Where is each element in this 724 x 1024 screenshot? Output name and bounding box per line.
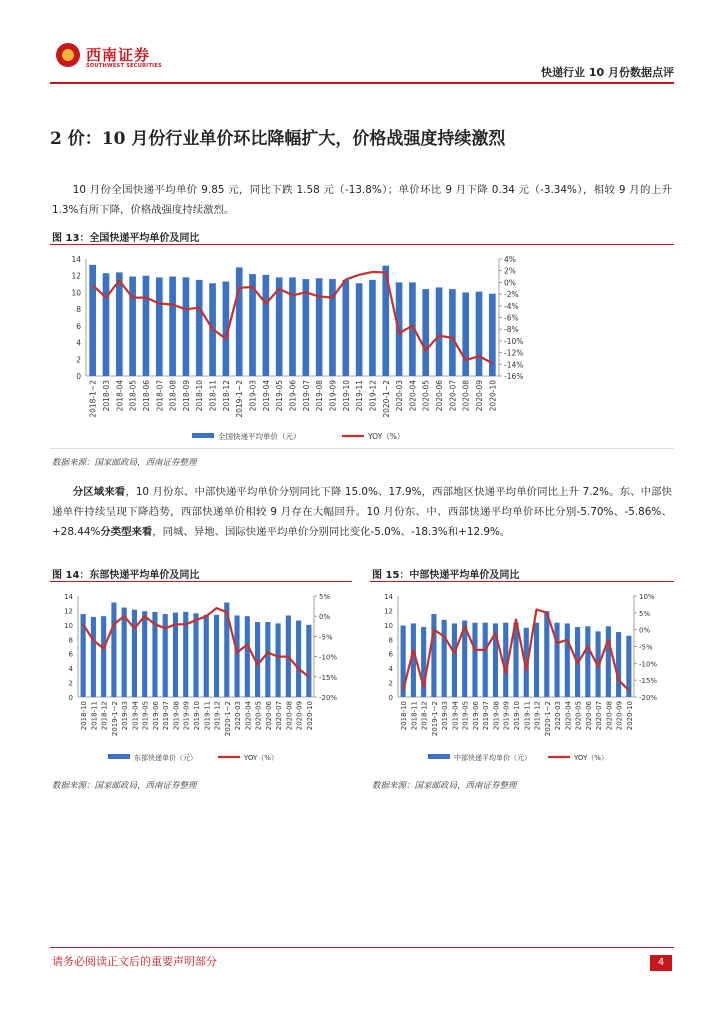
fig14-xtick: 2020-07 — [275, 701, 284, 731]
fig15-xtick: 2019-06 — [471, 701, 480, 731]
fig13-legend-bar-swatch — [192, 433, 214, 438]
fig13-ytick-right: 4% — [504, 255, 516, 264]
fig13-bar — [169, 277, 176, 376]
fig14-xtick: 2020-03 — [234, 701, 243, 731]
fig15-xtick: 2020-03 — [554, 701, 563, 731]
fig13-xtick: 2020-05 — [421, 380, 431, 412]
fig13-xtick: 2020-09 — [475, 380, 485, 412]
fig13-ytick-right: -16% — [504, 372, 524, 381]
fig15-bar — [534, 623, 539, 697]
fig13-xtick: 2019-12 — [368, 380, 378, 412]
fig13-bar — [263, 275, 270, 376]
fig13-xtick: 2019-08 — [315, 380, 325, 412]
fig13-bar — [183, 277, 190, 376]
fig13-ytick-left: 2 — [76, 355, 81, 365]
fig15-ytick-left: 8 — [388, 636, 393, 645]
paragraph-1: 10 月份全国快递平均单价 9.85 元，同比下跌 1.58 元（-13.8%）；单价环比 9 月下降 0.34 元（-3.34%），相较 9 月的上升 1.3%有所下降，价格战强度持续激烈。 — [52, 184, 672, 216]
fig13-bar — [462, 292, 469, 376]
fig14-ytick-right: -20% — [319, 694, 338, 702]
fig14-bar — [122, 608, 127, 697]
fig14-xtick: 2020-1~2 — [223, 701, 232, 737]
fig15-xtick: 2019-10 — [513, 701, 521, 731]
para2-lead: 分区域来看 — [72, 486, 126, 498]
fig13-bar — [236, 267, 243, 376]
fig13-xtick: 2018-10 — [195, 380, 205, 412]
fig14-legend-bar-swatch — [108, 754, 130, 759]
fig15-xtick: 2019-09 — [502, 701, 511, 731]
report-title: 快递行业 10 月份数据点评 — [541, 66, 674, 79]
fig15-ytick-right: -20% — [639, 694, 658, 702]
fig15-xtick: 2020-07 — [595, 701, 604, 731]
fig14-bar — [296, 621, 301, 697]
fig15-bar — [452, 623, 457, 697]
fig15-ytick-left: 0 — [388, 694, 393, 702]
logo-subtext: SOUTHWEST SECURITIES — [86, 63, 162, 69]
fig14-ytick-left: 12 — [64, 607, 73, 616]
fig14-bar — [142, 611, 147, 697]
fig15-xtick: 2018-11 — [410, 701, 419, 731]
fig15-ytick-right: -10% — [639, 660, 658, 669]
para2-text-b: ，同城、异地、国际快递平均单价分别同比变化-5.0%、-18.3%和+12.9%。 — [152, 526, 511, 538]
section-title: 2 价：10 月份行业单价环比降幅扩大，价格战强度持续激烈 — [50, 129, 506, 149]
fig14-bar — [265, 622, 270, 697]
fig15-xtick: 2019-05 — [461, 701, 470, 731]
fig14-ytick-left: 6 — [68, 650, 73, 659]
fig13-xtick: 2019-05 — [275, 380, 285, 412]
fig14-bar — [234, 615, 239, 697]
fig15-xtick: 2019-12 — [533, 701, 542, 731]
fig15-ytick-right: 0% — [639, 626, 651, 635]
fig13-bar — [422, 289, 429, 376]
fig13-xtick: 2019-04 — [261, 380, 271, 412]
fig13-bar — [476, 292, 483, 376]
fig14-xtick: 2018-10 — [80, 701, 89, 731]
fig13-bar — [89, 265, 96, 376]
fig13-xtick: 2018-05 — [128, 380, 138, 412]
fig15-divider — [370, 581, 674, 582]
fig14-xtick: 2020-06 — [264, 701, 273, 731]
fig14-xtick: 2019-05 — [141, 701, 150, 731]
fig15-ytick-left: 6 — [388, 650, 393, 659]
fig14-xtick: 2020-10 — [305, 701, 314, 731]
fig15-xtick: 2020-04 — [564, 701, 573, 731]
fig13-xtick: 2019-06 — [288, 380, 298, 412]
fig14-bar — [276, 623, 281, 697]
fig13-xtick: 2019-11 — [355, 380, 365, 412]
fig14-ytick-left: 0 — [68, 694, 73, 702]
fig15-xtick: 2018-12 — [420, 701, 429, 731]
fig14-legend-bar-label: 东部快递单价（元） — [134, 754, 197, 762]
fig13-bar — [103, 273, 110, 376]
fig14-bar — [245, 616, 250, 697]
fig13-bar — [129, 277, 136, 376]
fig13-bar — [289, 277, 296, 376]
fig13-xtick: 2020-10 — [488, 380, 498, 412]
fig13-xtick: 2018-08 — [168, 380, 178, 412]
fig14-xtick: 2020-05 — [254, 701, 263, 731]
fig13-ytick-right: -12% — [504, 348, 524, 358]
fig14-legend-line-label: YOY（%） — [244, 754, 278, 762]
fig14-xtick: 2018-11 — [90, 701, 99, 731]
fig13-ytick-right: -8% — [504, 325, 519, 335]
header-divider — [50, 82, 674, 84]
fig14-ytick-left: 2 — [68, 679, 73, 688]
fig14-ytick-left: 8 — [68, 636, 73, 645]
fig13-ytick-right: -2% — [504, 290, 519, 300]
fig14-bar — [111, 602, 116, 697]
fig14-bar — [101, 616, 106, 697]
fig15-ytick-right: 5% — [639, 609, 651, 618]
fig15-xtick: 2019-11 — [523, 701, 532, 731]
fig13-xtick: 2018-07 — [155, 380, 165, 412]
fig13-ytick-right: -14% — [504, 360, 524, 370]
fig13-bar — [316, 278, 323, 376]
fig14-bar — [204, 615, 209, 697]
fig13-title: 图 13：全国快递平均单价及同比 — [52, 233, 200, 244]
fig13-xtick: 2020-07 — [448, 380, 458, 412]
fig13-ytick-left: 14 — [71, 255, 81, 264]
fig15-xtick: 2020-08 — [605, 701, 614, 731]
fig15-bar — [431, 614, 436, 697]
fig13-ytick-right: 2% — [504, 266, 516, 276]
fig14-xtick: 2019-06 — [151, 701, 160, 731]
fig13-ytick-left: 12 — [71, 271, 81, 281]
fig14-xtick: 2019-08 — [172, 701, 181, 731]
fig13-bar — [356, 283, 363, 376]
fig15-xtick: 2020-09 — [615, 701, 624, 731]
fig14-ytick-right: 5% — [319, 593, 331, 601]
para2-lead2: 分类型来看 — [100, 526, 153, 538]
fig13-xtick: 2020-08 — [461, 380, 471, 412]
para2-text-a: ，10 月份东、中部快递平均单价分别同比下降 15.0%、17.9%，西部地区快递平均单价同比上升 7.2%。东、中部快递单件持续呈现下降趋势，西部快递单价相较 9 月存在大幅回升。10 月份东、中、西部快递平均单价环比分别-5.70%、-5.86%、+28.44% — [52, 486, 672, 538]
fig14-xtick: 2019-1~2 — [110, 701, 119, 737]
fig15-ytick-left: 12 — [384, 607, 393, 616]
paragraph-2 — [52, 482, 672, 542]
footer-notice: 请务必阅读正文后的重要声明部分 — [52, 955, 217, 968]
fig14-xtick: 2019-03 — [121, 701, 130, 731]
fig14-bar — [306, 625, 311, 697]
fig13-bar — [489, 294, 496, 376]
page-number: 4 — [650, 955, 672, 971]
fig13-xtick: 2018-11 — [208, 380, 218, 412]
fig15-ytick-left: 4 — [388, 665, 393, 674]
fig14-xtick: 2020-04 — [244, 701, 253, 731]
fig13-legend-line-label: YOY（%） — [368, 432, 405, 441]
fig15-xtick: 2018-10 — [400, 701, 409, 731]
fig15-ytick-left: 2 — [388, 679, 393, 688]
fig15-legend-bar-swatch — [428, 754, 450, 759]
fig13-bar — [196, 280, 203, 376]
fig15-ytick-left: 14 — [384, 593, 393, 601]
fig14-xtick: 2019-09 — [182, 701, 191, 731]
fig13-xtick: 2019-09 — [328, 380, 338, 412]
fig14-divider — [50, 581, 352, 582]
fig13-xtick: 2020-03 — [395, 380, 405, 412]
fig15-xtick: 2019-03 — [441, 701, 450, 731]
fig15-xtick: 2019-08 — [492, 701, 501, 731]
fig14-xtick: 2018-12 — [100, 701, 109, 731]
fig15-source: 数据来源：国家邮政局，西南证券整理 — [372, 781, 517, 791]
fig14-xtick: 2020-09 — [295, 701, 304, 731]
fig13-xtick: 2019-07 — [301, 380, 311, 412]
fig13-xtick: 2020-1~2 — [381, 380, 391, 418]
fig13-xtick: 2019-03 — [248, 380, 258, 412]
fig13-ytick-right: -4% — [504, 301, 519, 311]
fig14-ytick-right: -10% — [319, 653, 338, 662]
fig14-ytick-left: 14 — [64, 593, 73, 601]
fig14-chart — [52, 587, 352, 772]
fig15-xtick: 2019-07 — [482, 701, 491, 731]
fig15-xtick: 2020-06 — [584, 701, 593, 731]
fig13-bar — [369, 280, 376, 376]
fig13-ytick-right: -10% — [504, 336, 524, 346]
fig14-title: 图 14：东部快递平均单价及同比 — [52, 570, 200, 581]
fig13-xtick: 2019-1~2 — [235, 380, 245, 418]
logo-icon — [56, 43, 80, 67]
fig14-xtick: 2019-11 — [203, 701, 212, 731]
fig14-bar — [91, 617, 96, 697]
fig15-bar — [606, 626, 611, 697]
fig14-source: 数据来源：国家邮政局，西南证券整理 — [52, 781, 197, 791]
fig14-xtick: 2019-10 — [193, 701, 201, 731]
fig13-source: 数据来源：国家邮政局，西南证券整理 — [52, 458, 197, 468]
fig14-ytick-right: 0% — [319, 613, 331, 622]
fig15-xtick: 2019-1~2 — [430, 701, 439, 737]
fig15-bar — [565, 623, 570, 697]
fig15-bar — [585, 626, 590, 697]
fig13-bar — [116, 272, 123, 376]
fig15-bar — [554, 623, 559, 697]
fig15-chart — [372, 587, 672, 772]
fig13-ytick-right: 0% — [504, 278, 516, 288]
fig13-chart — [52, 250, 672, 445]
fig14-xtick: 2019-07 — [162, 701, 171, 731]
fig13-xtick: 2018-12 — [221, 380, 231, 412]
fig13-divider — [50, 244, 674, 245]
fig13-ytick-left: 10 — [71, 288, 81, 298]
fig15-xtick: 2019-04 — [451, 701, 460, 731]
fig13-legend-bar-label: 全国快递平均单价（元） — [218, 432, 301, 441]
fig14-xtick: 2019-12 — [213, 701, 222, 731]
fig13-xtick: 2018-1~2 — [88, 380, 98, 418]
fig15-xtick: 2020-1~2 — [543, 701, 552, 737]
fig13-xtick: 2018-06 — [141, 380, 151, 412]
fig13-ytick-left: 6 — [76, 321, 81, 331]
fig13-xtick: 2020-04 — [408, 380, 418, 412]
fig15-ytick-right: -5% — [639, 643, 653, 652]
fig15-ytick-right: 10% — [639, 593, 655, 601]
fig14-bar — [214, 615, 219, 697]
fig13-ytick-left: 4 — [76, 338, 81, 348]
logo-text: 西南证券 — [86, 46, 151, 64]
fig14-ytick-left: 10 — [64, 621, 73, 630]
fig13-bar — [143, 276, 150, 376]
fig15-bar — [442, 620, 447, 697]
footer-divider — [50, 947, 674, 948]
fig15-bar — [616, 632, 621, 697]
fig13-bar — [156, 277, 163, 376]
fig14-xtick: 2020-08 — [285, 701, 294, 731]
fig15-xtick: 2020-05 — [574, 701, 583, 731]
fig13-bar — [342, 280, 349, 376]
fig13-ytick-left: 0 — [76, 372, 81, 381]
fig13-xtick: 2018-03 — [101, 380, 111, 412]
fig15-bar — [472, 623, 477, 697]
fig14-bar — [193, 613, 198, 697]
fig15-xtick: 2020-10 — [625, 701, 634, 731]
fig14-ytick-left: 4 — [68, 665, 73, 674]
fig13-xtick: 2019-10 — [341, 380, 351, 412]
fig14-ytick-right: -15% — [319, 673, 338, 682]
fig14-bar — [132, 610, 137, 697]
fig15-title: 图 15：中部快递平均单价及同比 — [372, 570, 520, 581]
fig13-xtick: 2018-09 — [181, 380, 191, 412]
fig15-ytick-right: -15% — [639, 677, 658, 686]
fig13-bar — [436, 287, 443, 376]
fig13-ytick-right: -6% — [504, 313, 519, 323]
fig15-legend-line-label: YOY（%） — [574, 754, 608, 762]
fig15-ytick-left: 10 — [384, 621, 393, 630]
fig14-ytick-right: -5% — [319, 633, 333, 642]
fig14-xtick: 2019-04 — [131, 701, 140, 731]
fig13-xtick: 2020-06 — [435, 380, 445, 412]
fig15-bar — [483, 623, 488, 697]
fig13-bar — [449, 289, 456, 376]
fig13-ytick-left: 8 — [76, 305, 81, 315]
fig15-legend-bar-label: 中部快递平均单价（元） — [454, 754, 531, 762]
fig13-xtick: 2018-04 — [115, 380, 125, 412]
fig15-bar — [544, 611, 549, 697]
